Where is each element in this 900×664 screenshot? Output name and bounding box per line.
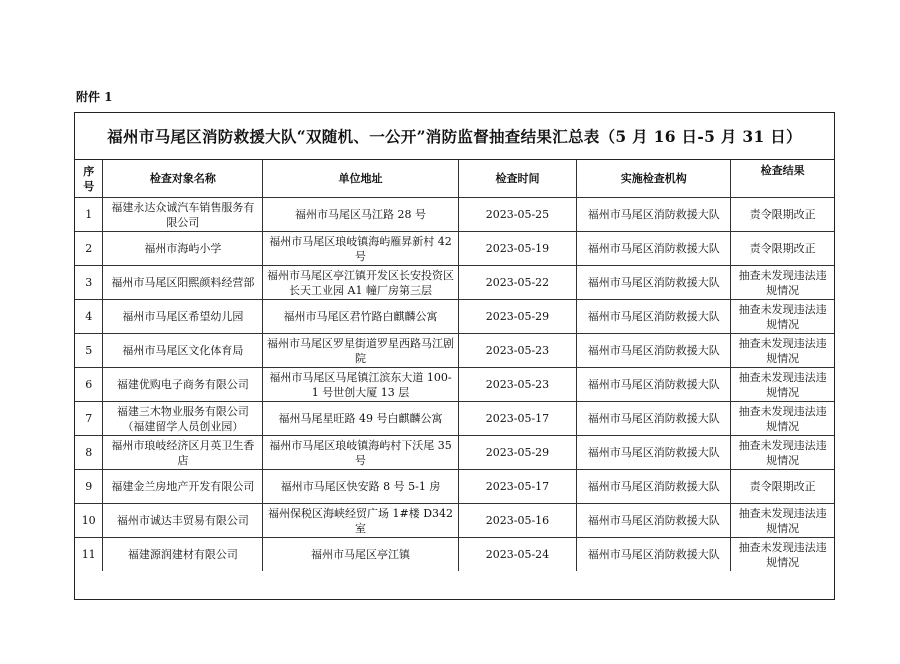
cell-no: 10 <box>75 504 103 538</box>
cell-date: 2023-05-17 <box>458 470 577 504</box>
table-row <box>75 470 834 504</box>
cell-address: 福州市马尾区琅岐镇海屿村下沃尾 35 号 <box>263 436 458 470</box>
header-result: 检查结果 <box>731 160 834 198</box>
inspection-results-table <box>75 160 834 571</box>
cell-name: 福州市马尾区希望幼儿园 <box>103 300 263 334</box>
cell-address: 福州马尾星旺路 49 号白麒麟公寓 <box>263 402 458 436</box>
cell-address: 福州保税区海峡经贸广场 1#楼 D342 室 <box>263 504 458 538</box>
table-row <box>75 402 834 436</box>
cell-name: 福州市马尾区文化体育局 <box>103 334 263 368</box>
cell-org: 福州市马尾区消防救援大队 <box>577 334 731 368</box>
table-row <box>75 266 834 300</box>
cell-result: 抽查未发现违法违规情况 <box>731 368 834 402</box>
cell-org: 福州市马尾区消防救援大队 <box>577 538 731 572</box>
cell-result: 责令限期改正 <box>731 198 834 232</box>
cell-address: 福州市马尾区快安路 8 号 5-1 房 <box>263 470 458 504</box>
cell-date: 2023-05-29 <box>458 300 577 334</box>
cell-no: 6 <box>75 368 103 402</box>
table-row <box>75 198 834 232</box>
cell-no: 2 <box>75 232 103 266</box>
summary-sheet <box>74 112 835 600</box>
cell-name: 福建金兰房地产开发有限公司 <box>103 470 263 504</box>
table-row <box>75 232 834 266</box>
cell-result: 责令限期改正 <box>731 470 834 504</box>
cell-result: 责令限期改正 <box>731 232 834 266</box>
table-body <box>75 198 834 572</box>
cell-no: 3 <box>75 266 103 300</box>
cell-result: 抽查未发现违法违规情况 <box>731 538 834 572</box>
cell-address: 福州市马尾区马尾镇江滨东大道 100-1 号世创大厦 13 层 <box>263 368 458 402</box>
cell-no: 5 <box>75 334 103 368</box>
cell-no: 4 <box>75 300 103 334</box>
cell-date: 2023-05-16 <box>458 504 577 538</box>
cell-name: 福建优购电子商务有限公司 <box>103 368 263 402</box>
cell-date: 2023-05-17 <box>458 402 577 436</box>
cell-address: 福州市马尾区琅岐镇海屿雁昇新村 42 号 <box>263 232 458 266</box>
cell-org: 福州市马尾区消防救援大队 <box>577 504 731 538</box>
cell-name: 福州市琅岐经济区月英卫生香店 <box>103 436 263 470</box>
table-row <box>75 368 834 402</box>
cell-name: 福建源润建材有限公司 <box>103 538 263 572</box>
cell-name: 福建永达众诚汽车销售服务有限公司 <box>103 198 263 232</box>
header-org: 实施检查机构 <box>577 160 731 198</box>
cell-name: 福建三木物业服务有限公司（福建留学人员创业园） <box>103 402 263 436</box>
cell-org: 福州市马尾区消防救援大队 <box>577 402 731 436</box>
cell-no: 7 <box>75 402 103 436</box>
cell-org: 福州市马尾区消防救援大队 <box>577 232 731 266</box>
header-date: 检查时间 <box>458 160 577 198</box>
cell-org: 福州市马尾区消防救援大队 <box>577 436 731 470</box>
cell-org: 福州市马尾区消防救援大队 <box>577 300 731 334</box>
cell-result: 抽查未发现违法违规情况 <box>731 334 834 368</box>
table-row <box>75 504 834 538</box>
cell-address: 福州市马尾区亭江镇开发区长安投资区长天工业园 A1 幢厂房第三层 <box>263 266 458 300</box>
cell-name: 福州市诚达丰贸易有限公司 <box>103 504 263 538</box>
cell-date: 2023-05-19 <box>458 232 577 266</box>
cell-result: 抽查未发现违法违规情况 <box>731 504 834 538</box>
cell-no: 1 <box>75 198 103 232</box>
table-header-row <box>75 160 834 198</box>
cell-result: 抽查未发现违法违规情况 <box>731 436 834 470</box>
table-row <box>75 300 834 334</box>
cell-org: 福州市马尾区消防救援大队 <box>577 266 731 300</box>
cell-result: 抽查未发现违法违规情况 <box>731 402 834 436</box>
cell-no: 11 <box>75 538 103 572</box>
document-title: 福州市马尾区消防救援大队“双随机、一公开”消防监督抽查结果汇总表（5 月 16 日-5 月 31 日） <box>75 113 834 160</box>
cell-org: 福州市马尾区消防救援大队 <box>577 470 731 504</box>
header-no: 序号 <box>75 160 103 198</box>
cell-result: 抽查未发现违法违规情况 <box>731 300 834 334</box>
table-row <box>75 334 834 368</box>
cell-date: 2023-05-22 <box>458 266 577 300</box>
table-row <box>75 436 834 470</box>
table-row <box>75 538 834 572</box>
cell-name: 福州市海屿小学 <box>103 232 263 266</box>
cell-org: 福州市马尾区消防救援大队 <box>577 198 731 232</box>
cell-org: 福州市马尾区消防救援大队 <box>577 368 731 402</box>
attachment-label: 附件 1 <box>76 90 113 104</box>
cell-name: 福州市马尾区阳熙颜料经营部 <box>103 266 263 300</box>
cell-no: 8 <box>75 436 103 470</box>
header-address: 单位地址 <box>263 160 458 198</box>
cell-address: 福州市马尾区马江路 28 号 <box>263 198 458 232</box>
header-name: 检查对象名称 <box>103 160 263 198</box>
cell-address: 福州市马尾区亭江镇 <box>263 538 458 572</box>
cell-address: 福州市马尾区君竹路白麒麟公寓 <box>263 300 458 334</box>
cell-no: 9 <box>75 470 103 504</box>
cell-address: 福州市马尾区罗星街道罗星西路马江剧院 <box>263 334 458 368</box>
cell-date: 2023-05-25 <box>458 198 577 232</box>
cell-date: 2023-05-24 <box>458 538 577 572</box>
cell-date: 2023-05-23 <box>458 334 577 368</box>
cell-date: 2023-05-23 <box>458 368 577 402</box>
cell-result: 抽查未发现违法违规情况 <box>731 266 834 300</box>
cell-date: 2023-05-29 <box>458 436 577 470</box>
